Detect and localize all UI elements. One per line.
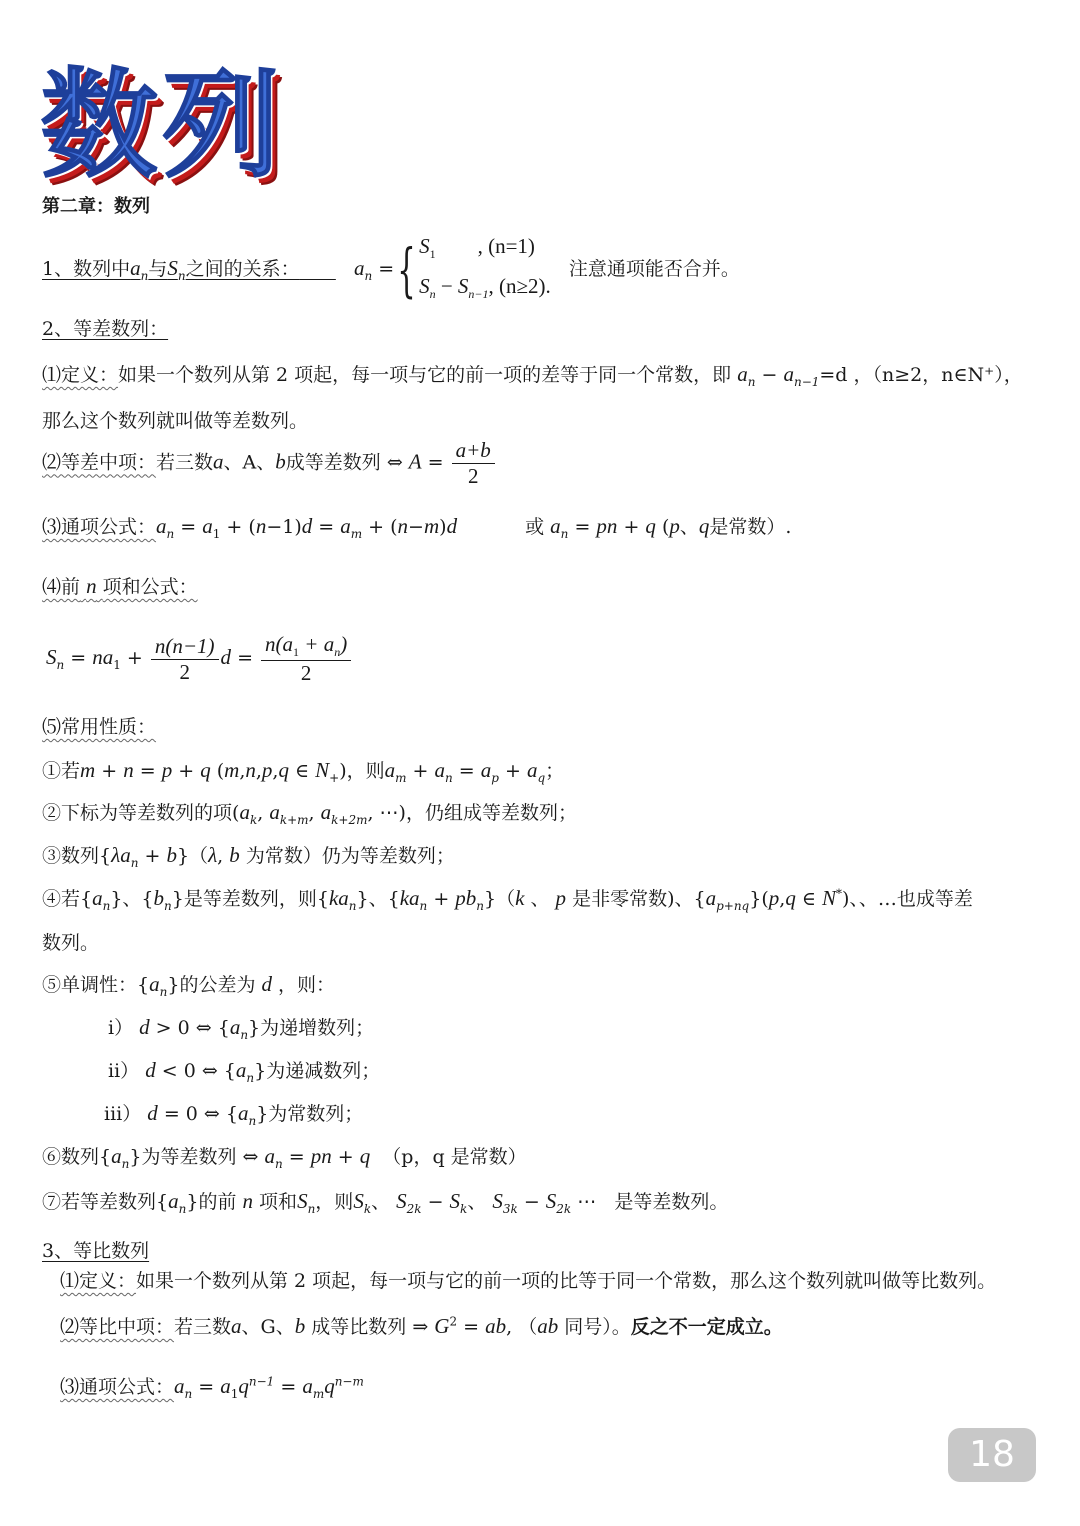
property-3: ③数列$\{\lambda a_n + b\}(\lambda$, b 为常数）仍为等差数列；	[42, 843, 455, 870]
s3-general: ⑶通项公式：$a_n = a_1q^{n-1} = a_mq^{n-m}$	[60, 1374, 364, 1401]
section-2-heading: 2、等差数列：	[42, 318, 169, 340]
s2-properties-label: ⑸常用性质：	[42, 716, 157, 738]
property-4: ④若$\{a_n\}$、$\{b_n\}$是等差数列，则$\{ka_n\}$、$\{ka_n + pb_n\}(k$ 、 p 是非零常数)、$\{a_{p+nq}\}(p,q$ ∈ N*)、、…也成等差	[42, 886, 973, 913]
property-2: ②下标为等差数列的项($a_k$, $a_{k+m}$, $a_{k+2m}$, ⋯)，仍组成等差数列；	[42, 800, 577, 827]
s1-formula: $a_n$ ={ $S_1$ , (n=1) $S_n - S_{n-1}$, (n≥2).	[353, 234, 551, 305]
s3-midterm: ⑵等比中项：若三数a、G、b 成等比数列 ⇒ $G^2$ = ab, （ab 同号）。反之不一定成立。	[60, 1314, 783, 1338]
s2-sum-formula: $S_n = na_1$ + $\frac{n(n-1)}{2}$ d = $\frac{n(a_1 + a_n)}{2}$	[46, 632, 353, 686]
chapter-heading: 第二章：数列	[42, 196, 150, 217]
property-7: ⑦若等差数列$\{a_n\}$的前 n 项和$S_n$，则$S_k$、 $S_{2k} - S_k$、 $S_{3k} - S_{2k}$ ⋯ 是等差数列。	[42, 1189, 729, 1216]
s3-definition: ⑴定义：如果一个数列从第 2 项起，每一项与它的前一项的比等于同一个常数，那么这个数列就叫做等比数列。	[60, 1270, 997, 1292]
monotonic-2: ⅱ） d < 0 ⇔ $\{a_n\}$为递减数列；	[108, 1058, 381, 1085]
s2-definition-cont: 那么这个数列就叫做等差数列。	[42, 410, 309, 432]
monotonic-3: ⅲ） d = 0 ⇔ $\{a_n\}$为常数列；	[104, 1101, 364, 1128]
page-number-badge: 18	[948, 1428, 1036, 1482]
page-title: 数列	[40, 56, 285, 194]
s1-label: 1、数列中$a_n$与$S_n$之间的关系：	[42, 256, 300, 283]
property-1: ①若m + n = p + q (m,n,p,q ∈ $N_+$)，则$a_m + a_n = a_p + a_q$；	[42, 758, 565, 785]
monotonic-1: ⅰ） d > 0 ⇔ $\{a_n\}$为递增数列；	[108, 1015, 375, 1042]
property-5: ⑤单调性：$\{a_n\}$的公差为 d ，则：	[42, 972, 336, 999]
section-1	[42, 230, 740, 310]
section-3-heading: 3、等比数列	[42, 1240, 150, 1262]
property-4-cont: 数列。	[42, 932, 100, 954]
s2-general: ⑶通项公式：$a_n = a_1 + (n-1)d = a_m + (n-m)d$ 或 $a_n$ = pn + q (p、q是常数）.	[42, 514, 792, 541]
s2-sum-label: ⑷前 n 项和公式：	[42, 574, 198, 598]
s2-definition: ⑴定义：如果一个数列从第 2 项起，每一项与它的前一项的差等于同一个常数，即 $a_n - a_{n-1}=d$ ，（n≥2，n∈N⁺），	[42, 362, 1023, 389]
s1-note: 注意通项能否合并。	[568, 258, 740, 281]
property-6: ⑥数列$\{a_n\}$为等差数列 ⇔ $a_n$ = pn + q （p，q 是常数）	[42, 1144, 527, 1171]
s2-midterm: ⑵等差中项：若三数a、A、b成等差数列 ⇔ A = $\frac{a+b}{2}$	[42, 438, 497, 489]
